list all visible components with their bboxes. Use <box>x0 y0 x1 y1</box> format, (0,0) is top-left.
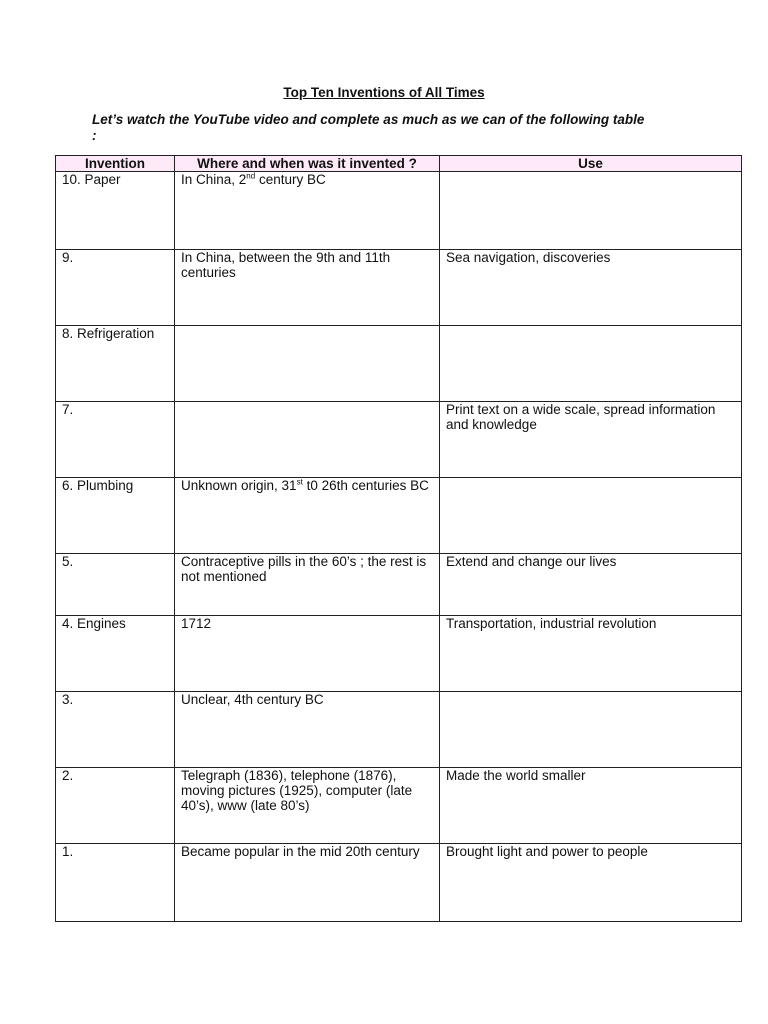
where-text-continued: t0 26th centuries BC <box>302 478 429 493</box>
invention-cell: 3. <box>56 692 175 768</box>
where-text: Telegraph (1836), telephone (1876), moving pictures (1925), computer (late 40’s), www (late 80’s) <box>181 768 413 813</box>
where-text-continued: century BC <box>255 172 326 187</box>
where-text: Unclear, 4th century BC <box>181 692 324 707</box>
table-row <box>56 478 742 554</box>
ordinal-suffix: st <box>296 477 303 487</box>
invention-cell: 8. Refrigeration <box>56 326 175 402</box>
where-text: In China, 2 <box>181 172 247 187</box>
use-cell: Made the world smaller <box>440 768 742 844</box>
where-when-cell <box>175 768 440 844</box>
invention-cell: 10. Paper <box>56 172 175 250</box>
invention-cell: 4. Engines <box>56 616 175 692</box>
invention-cell: 7. <box>56 402 175 478</box>
table-header-row <box>56 156 742 172</box>
where-when-cell <box>175 250 440 326</box>
where-when-cell <box>175 616 440 692</box>
invention-cell: 2. <box>56 768 175 844</box>
table-row <box>56 554 742 616</box>
invention-cell: 5. <box>56 554 175 616</box>
where-when-cell <box>175 844 440 922</box>
header-use: Use <box>440 156 742 172</box>
where-text: Unknown origin, 31 <box>181 478 297 493</box>
inventions-table <box>55 155 742 922</box>
use-cell: Brought light and power to people <box>440 844 742 922</box>
invention-cell: 6. Plumbing <box>56 478 175 554</box>
where-when-cell <box>175 692 440 768</box>
where-when-cell <box>175 326 440 402</box>
table-row <box>56 616 742 692</box>
header-invention: Invention <box>56 156 175 172</box>
table-row <box>56 768 742 844</box>
where-when-cell <box>175 172 440 250</box>
use-cell: Extend and change our lives <box>440 554 742 616</box>
table-row <box>56 402 742 478</box>
use-cell: Sea navigation, discoveries <box>440 250 742 326</box>
table-row <box>56 326 742 402</box>
where-when-cell <box>175 478 440 554</box>
instructions-text: Let’s watch the YouTube video and complete as much as we can of the following table : <box>92 112 645 143</box>
where-when-cell <box>175 554 440 616</box>
table-row <box>56 172 742 250</box>
invention-cell: 1. <box>56 844 175 922</box>
table-row <box>56 250 742 326</box>
table-row <box>56 692 742 768</box>
where-when-cell <box>175 402 440 478</box>
use-cell <box>440 172 742 250</box>
header-where-when: Where and when was it invented ? <box>175 156 440 172</box>
use-cell <box>440 692 742 768</box>
use-cell: Print text on a wide scale, spread information and knowledge <box>440 402 742 478</box>
use-cell <box>440 478 742 554</box>
where-text: In China, between the 9th and 11th centuries <box>181 250 391 280</box>
where-text: 1712 <box>181 616 212 631</box>
table-row <box>56 844 742 922</box>
use-cell: Transportation, industrial revolution <box>440 616 742 692</box>
where-text: Contraceptive pills in the 60’s ; the rest is not mentioned <box>181 554 427 584</box>
use-cell <box>440 326 742 402</box>
where-text: Became popular in the mid 20th century <box>181 844 420 859</box>
ordinal-suffix: nd <box>246 171 256 181</box>
invention-cell: 9. <box>56 250 175 326</box>
page-title: Top Ten Inventions of All Times <box>283 85 485 100</box>
